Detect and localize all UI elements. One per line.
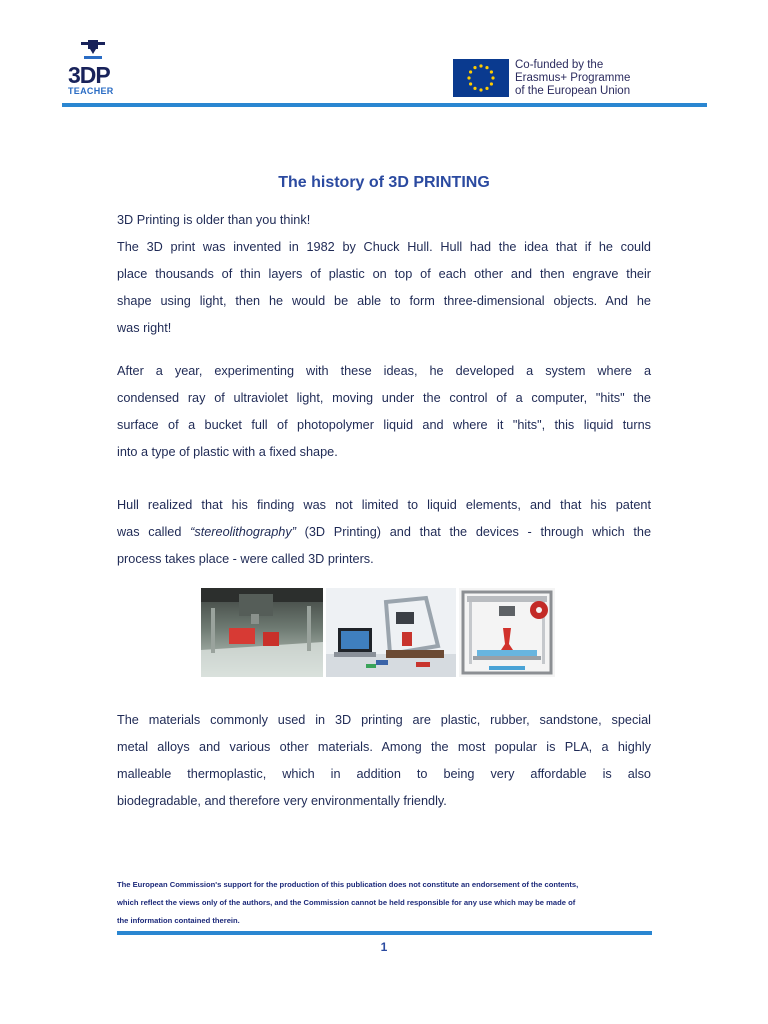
materials-paragraph [117,707,651,815]
logo-subtitle: TEACHER [68,86,114,96]
printer-nozzle-icon [80,40,106,64]
footer-divider [117,931,652,935]
eu-cofunding-statement [515,59,630,98]
disclaimer-line: The European Commission's support for the production of this publication does not constitute an endorsement of the contents, [117,880,579,889]
desktop-printer-photo [326,588,456,677]
3dp-teacher-logo [62,40,124,98]
text-line: malleable thermoplastic, which in addition to being very affordable is also [117,767,651,781]
text-line: was right! [117,321,172,335]
patent-paragraph [117,492,651,573]
printer-bed-photo [201,588,323,677]
text-fragment: was called [117,525,191,539]
disclaimer-line: the information contained therein. [117,916,240,925]
text-line: Hull realized that his finding was not limited to liquid elements, and that his patent [117,498,651,512]
disclaimer-line: which reflect the views only of the authors, and the Commission cannot be held responsible for any use which may be made of [117,898,576,907]
logo-wordmark: 3DP [68,62,110,88]
text-line: shape using light, then he would be able to form three-dimensional objects. And he [117,294,651,308]
text-line: process takes place - were called 3D printers. [117,552,374,566]
text-line: After a year, experimenting with these ideas, he developed a system where a [117,364,651,378]
text-line: condensed ray of ultraviolet light, moving under the control of a computer, "hits" the [117,391,651,405]
text-line: The materials commonly used in 3D printing are plastic, rubber, sandstone, special [117,713,651,727]
text-line: 3D Printing is older than you think! [117,213,311,227]
text-line: The 3D print was invented in 1982 by Chuck Hull. Hull had the idea that if he could [117,240,651,254]
invention-paragraph [117,358,651,466]
enclosed-printer-photo [459,588,555,677]
page-number: 1 [380,940,388,954]
text-line: into a type of plastic with a fixed shape. [117,445,338,459]
intro-paragraph [117,207,651,342]
text-line [117,519,651,546]
text-line: place thousands of thin layers of plastic on top of each other and then engrave their [117,267,651,281]
text-line: biodegradable, and therefore very environmentally friendly. [117,794,447,808]
eu-line: Co-funded by the [515,59,604,71]
text-fragment: (3D Printing) and that the devices - through which the [295,525,651,539]
text-line: surface of a bucket full of photopolymer liquid and where it "hits", this liquid turns [117,418,651,432]
eu-flag-icon [453,59,509,97]
text-line: metal alloys and various other materials. Among the most popular is PLA, a highly [117,740,651,754]
ec-disclaimer [117,876,653,930]
stereolithography-term: “stereolithography” [190,525,296,539]
page-title: The history of 3D PRINTING [278,174,490,191]
eu-line: Erasmus+ Programme [515,72,631,84]
header-divider [62,103,707,107]
eu-line: of the European Union [515,85,631,97]
